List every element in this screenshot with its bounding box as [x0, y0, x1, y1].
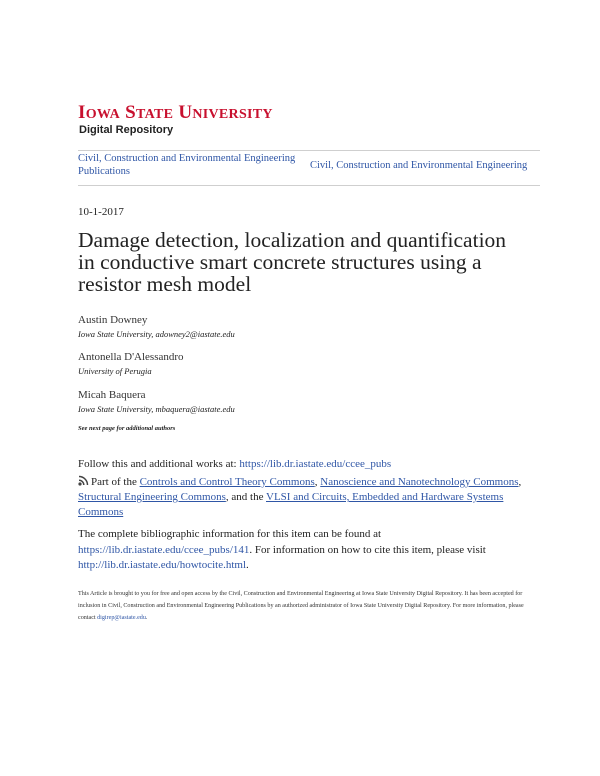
- collection-department-link[interactable]: Civil, Construction and Environmental Engineering: [310, 160, 528, 171]
- author-name: Antonella D'Alessandro: [78, 351, 184, 363]
- article-title: Damage detection, localization and quantification in conductive smart concrete structures using a resistor mesh model: [78, 228, 507, 296]
- part-of-commons: [78, 475, 528, 520]
- follow-text: Follow this and additional works at:: [78, 458, 240, 470]
- separator: ,: [518, 476, 522, 488]
- logo-letters: TATE: [136, 107, 174, 122]
- citation-text: . For information on how to cite this item, please visit: [249, 543, 486, 556]
- follow-line: [78, 458, 391, 470]
- commons-link-controls[interactable]: Controls and Control Theory Commons: [139, 476, 315, 488]
- collection-publications-link[interactable]: Civil, Construction and Environmental Engineering Publications: [78, 153, 296, 177]
- logo-letter: U: [178, 102, 193, 123]
- logo-letters: NIVERSITY: [192, 107, 273, 122]
- university-logo: [78, 103, 273, 125]
- logo-letter: S: [125, 102, 136, 123]
- repository-subtitle: Digital Repository: [79, 124, 174, 136]
- footer-end: .: [145, 615, 148, 621]
- commons-link-nanoscience[interactable]: Nanoscience and Nanotechnology Commons: [320, 476, 519, 488]
- rss-icon: [78, 475, 89, 486]
- citation-text: The complete bibliographic information for this item can be found at: [78, 528, 382, 540]
- author-email: adowney2@iastate.edu: [155, 329, 235, 339]
- author-email: mbaquera@iastate.edu: [155, 404, 235, 414]
- contact-email-link[interactable]: digirep@iastate.edu: [97, 615, 146, 621]
- logo-letter: I: [78, 102, 86, 123]
- author-name: Austin Downey: [78, 314, 148, 326]
- citation-text: .: [246, 559, 249, 571]
- separator: , and the: [225, 491, 266, 503]
- howtocite-link[interactable]: http://lib.dr.iastate.edu/howtocite.html: [78, 559, 247, 571]
- see-next-page-note: See next page for additional authors: [78, 425, 176, 432]
- commons-link-vlsi[interactable]: VLSI and Circuits, Embedded and Hardware Systems Commons: [78, 491, 504, 518]
- author-name: Micah Baquera: [78, 389, 146, 401]
- logo-letters: OWA: [85, 107, 121, 122]
- footer-text: This Article is brought to you for free and open access by the Civil, Construction and Environmental Engineering at Iowa State University Digital Repository. It has been accepted for inclusion in Civil, Construction and Environmental Engineering Publications by an authorized administrator of Iowa State University Digital Repository. For more information, please contact: [78, 591, 524, 621]
- author-affiliation: Iowa State University, adowney2@iastate.edu: [78, 329, 235, 339]
- author-affiliation: Iowa State University, mbaquera@iastate.edu: [78, 404, 235, 414]
- author-affiliation: University of Perugia: [78, 366, 152, 376]
- publication-date: 10-1-2017: [78, 206, 124, 218]
- separator: ,: [314, 476, 321, 488]
- item-link[interactable]: https://lib.dr.iastate.edu/ccee_pubs/141: [78, 543, 250, 556]
- commons-link-structural[interactable]: Structural Engineering Commons: [78, 491, 226, 503]
- citation-info: [78, 527, 528, 574]
- follow-link[interactable]: https://lib.dr.iastate.edu/ccee_pubs: [239, 458, 392, 470]
- access-footer: [78, 588, 528, 624]
- part-of-prefix: Part of the: [91, 476, 140, 488]
